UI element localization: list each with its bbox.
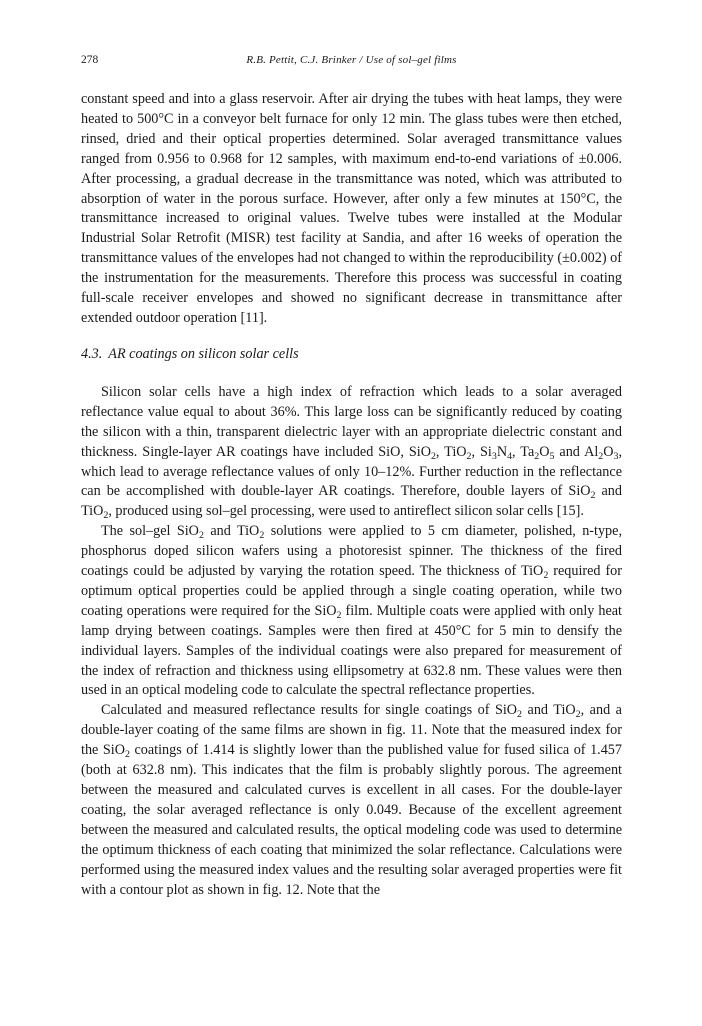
paragraph-ar-intro: Silicon solar cells have a high index of refraction which leads to a solar averaged reflectance value equal to about 36%. This large loss can be significantly reduced by coating the silicon with a thin, transparent dielectric layer with an appropriate dielectric constant and thickness. Single-layer AR coatings have included SiO, SiO$_2$, TiO$_2$, $Si_3N_4$, $Ta_2O_5$ and $Al_2O_3$, which lead to average reflectance values of only 10–12%. Further reduction in the reflectance can be accomplished with double-layer AR coatings. Therefore, double layers of SiO$_2$ and TiO$_2$, produced using sol–gel processing, were used to antireflect silicon solar cells [15]. bbox=[81, 383, 622, 522]
article-body bbox=[81, 90, 622, 900]
running-head bbox=[81, 52, 622, 72]
paragraph-continued: constant speed and into a glass reservoir. After air drying the tubes with heat lamps, they were heated to 500°C in a conveyor belt furnace for only 12 min. The glass tubes were then etched, rinsed, dried and their optical properties determined. Solar averaged transmittance values ranged from 0.956 to 0.968 for 12 samples, with maximum end-to-end variations of ±0.006. After processing, a gradual decrease in the transmittance was noted, which was attributed to absorption of water in the porous surface. However, after only a few minutes at 150°C, the transmittance increased to original values. Twelve tubes were installed at the Modular Industrial Solar Retrofit (MISR) test facility at Sandia, and after 16 weeks of operation the transmittance values of the envelopes had not changed to within the reproducibility (±0.002) of the instrumentation for the measurements. Therefore this process was successful in coating full-scale receiver envelopes and showed no significant decrease in transmittance after extended outdoor operation [11]. bbox=[81, 91, 622, 326]
paragraph-reflectance-results: Calculated and measured reflectance results for single coatings of SiO$_2$ and TiO$_2$, and a double-layer coating of the same films are shown in fig. 11. Note that the measured index for the SiO$_2$ coatings of 1.414 is slightly lower than the published value for fused silica of 1.457 (both at 632.8 nm). This indicates that the film is probably slightly porous. The agreement between the measured and calculated curves is excellent in all cases. For the double-layer coating, the solar averaged reflectance is only 0.049. Because of the excellent agreement between the measured and calculated results, the optical modeling code was used to determine the optimum thickness of each coating that minimized the solar reflectance. Calculations were performed using the measured index values and the resulting solar averaged properties were fit with a contour plot as shown in fig. 12. Note that the bbox=[81, 702, 622, 898]
paragraph-sol-gel-solutions: The sol–gel SiO$_2$ and TiO$_2$ solutions were applied to 5 cm diameter, polished, n-type, phosphorus doped silicon wafers using a photoresist spinner. The thickness of the fired coatings could be adjusted by varying the rotation speed. The thickness of TiO$_2$ required for optimum optical properties could be applied through a single coating operation, while two coating operations were required for the SiO$_2$ film. Multiple coats were applied with only heat lamp drying between coatings. Samples were then fired at 450°C for 5 min to densify the individual layers. Samples of the individual coatings were also prepared for measurement of the index of refraction and thickness using ellipsometry at 632.8 nm. These values were then used in an optical modeling code to calculate the spectral reflectance properties. bbox=[81, 523, 623, 699]
running-title: R.B. Pettit, C.J. Brinker / Use of sol–gel films bbox=[246, 54, 457, 66]
section-number: 4.3. bbox=[81, 345, 103, 362]
page-number: 278 bbox=[81, 54, 99, 66]
journal-page bbox=[81, 52, 622, 900]
section-title: AR coatings on silicon solar cells bbox=[108, 345, 299, 362]
section-heading bbox=[81, 344, 622, 364]
